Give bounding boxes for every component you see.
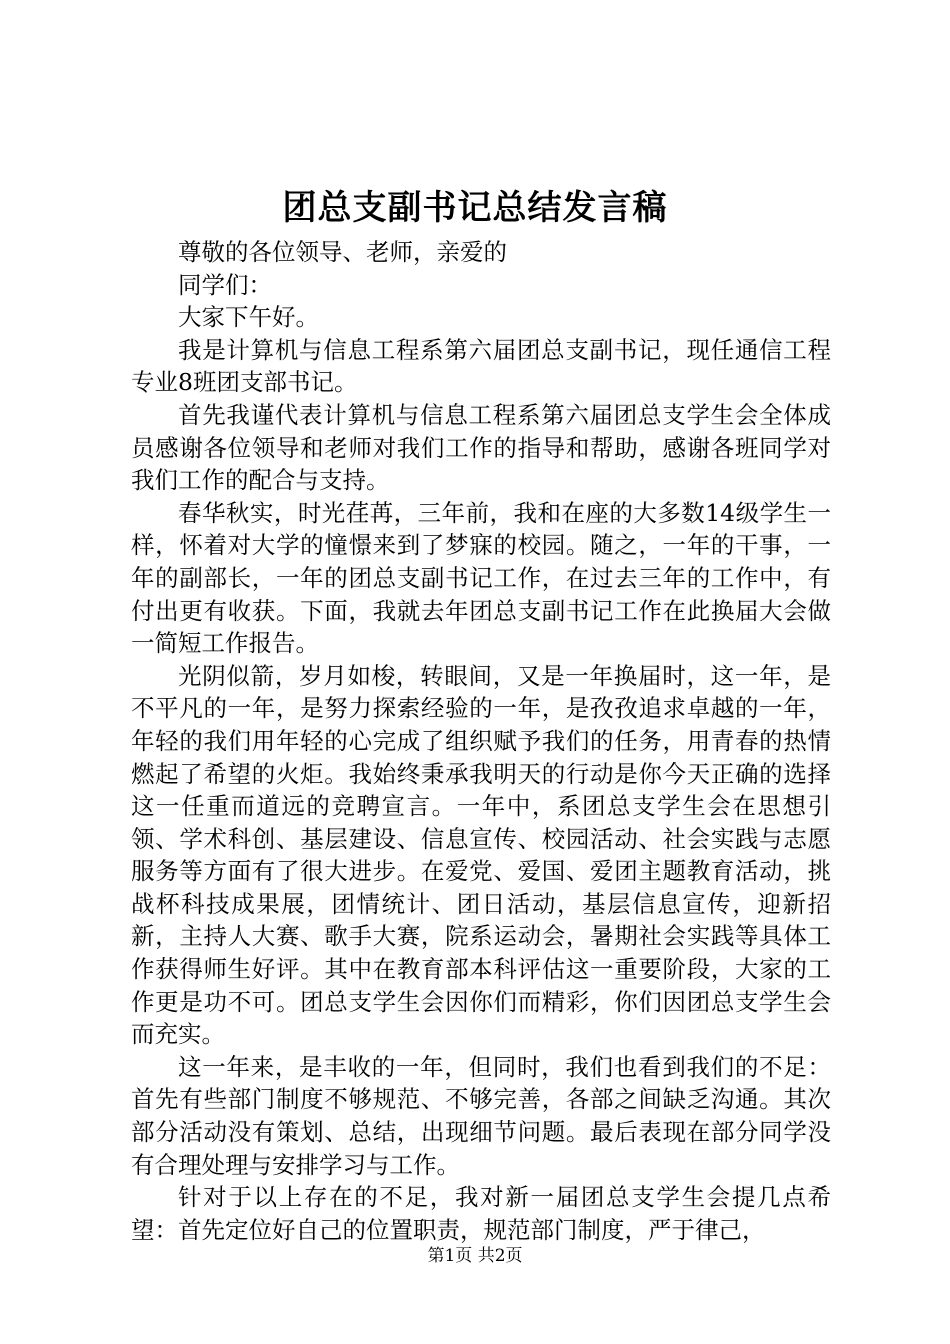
paragraph-intro: 我是计算机与信息工程系第六届团总支副书记，现任通信工程专业8班团支部书记。 — [131, 335, 831, 397]
page-number-footer: 第1页 共2页 — [427, 1246, 523, 1266]
paragraph-hello: 大家下午好。 — [178, 303, 319, 332]
paragraph-greeting-cont: 同学们： — [178, 270, 272, 299]
document-body — [131, 236, 831, 1246]
paragraph-greeting: 尊敬的各位领导、老师，亲爱的 — [178, 238, 507, 266]
paragraph-thanks: 首先我谨代表计算机与信息工程系第六届团总支学生会全体成员感谢各位领导和老师对我们工作的指导和帮助，感谢各班同学对我们工作的配合与支持。 — [131, 400, 831, 495]
paragraph-achievements: 光阴似箭，岁月如梭，转眼间，又是一年换届时，这一年，是不平凡的一年，是努力探索经验的一年，是孜孜追求卓越的一年，年轻的我们用年轻的心完成了组织赋予我们的任务，用青春的热情燃起了希望的火炬。我始终秉承我明天的行动是你今天正确的选择这一任重而道远的竞聘宣言。一年中，系团总支学生会在思想引领、学术科创、基层建设、信息宣传、校园活动、社会实践与志愿服务等方面有了很大进步。在爱党、爱国、爱团主题教育活动，挑战杯科技成果展，团情统计、团日活动，基层信息宣传，迎新招新，主持人大赛、歌手大赛，院系运动会，暑期社会实践等具体工作获得师生好评。其中在教育部本科评估这一重要阶段，大家的工作更是功不可。团总支学生会因你们而精彩，你们因团总支学生会而充实。 — [131, 661, 831, 1049]
paragraph-hopes: 针对于以上存在的不足，我对新一届团总支学生会提几点希望：首先定位好自己的位置职责，规范部门制度，严于律己， — [131, 1183, 831, 1244]
paragraph-history: 春华秋实，时光荏苒，三年前，我和在座的大多数14级学生一样，怀着对大学的憧憬来到了梦寐的校园。随之，一年的干事，一年的副部长，一年的团总支副书记工作，在过去三年的工作中，有付出更有收获。下面，我就去年团总支副书记工作在此换届大会做一简短工作报告。 — [131, 498, 831, 658]
paragraph-shortcomings: 这一年来，是丰收的一年，但同时，我们也看到我们的不足：首先有些部门制度不够规范、不够完善，各部之间缺乏沟通。其次部分活动没有策划、总结，出现细节问题。最后表现在部分同学没有合理处理与安排学习与工作。 — [131, 1052, 831, 1179]
document-title: 团总支副书记总结发言稿 — [282, 188, 668, 228]
